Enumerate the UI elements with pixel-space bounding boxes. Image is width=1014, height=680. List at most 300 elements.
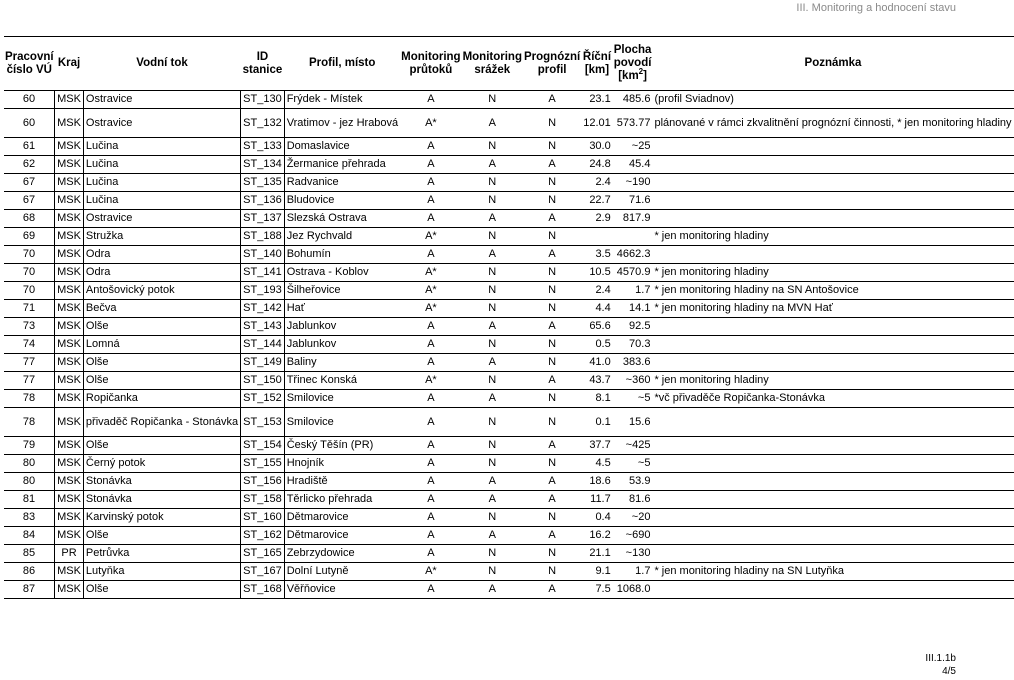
cell-cislo: 77	[4, 354, 55, 372]
cell-monitoring-prutoku: A	[400, 174, 461, 192]
table-row	[4, 563, 1014, 581]
cell-monitoring-srazek: N	[462, 336, 523, 354]
col-monitoring-prutoku: Monitoring průtoků	[400, 37, 461, 91]
cell-id-stanice: ST_153	[241, 408, 285, 437]
cell-cislo: 73	[4, 318, 55, 336]
cell-vodni-tok: Olše	[83, 318, 240, 336]
cell-plocha-povodi: ~190	[613, 174, 653, 192]
col-cislo: Pracovní číslo VÚ	[4, 37, 55, 91]
cell-plocha-povodi: 92.5	[613, 318, 653, 336]
cell-plocha-povodi: ~690	[613, 527, 653, 545]
cell-kraj: MSK	[55, 138, 84, 156]
cell-vodni-tok: Lučina	[83, 192, 240, 210]
cell-ricni-km: 4.5	[581, 455, 613, 473]
cell-prognozni-profil: N	[523, 563, 581, 581]
cell-plocha-povodi: 15.6	[613, 408, 653, 437]
cell-kraj: MSK	[55, 527, 84, 545]
cell-id-stanice: ST_136	[241, 192, 285, 210]
cell-plocha-povodi: ~360	[613, 372, 653, 390]
cell-vodni-tok: Ostravice	[83, 91, 240, 109]
cell-prognozni-profil: N	[523, 509, 581, 527]
cell-monitoring-prutoku: A	[400, 545, 461, 563]
cell-monitoring-srazek: A	[462, 527, 523, 545]
cell-ricni-km: 16.2	[581, 527, 613, 545]
cell-cislo: 86	[4, 563, 55, 581]
cell-id-stanice: ST_156	[241, 473, 285, 491]
table-row	[4, 455, 1014, 473]
cell-monitoring-prutoku: A*	[400, 264, 461, 282]
table-row	[4, 282, 1014, 300]
cell-cislo: 61	[4, 138, 55, 156]
cell-ricni-km: 21.1	[581, 545, 613, 563]
cell-prognozni-profil: N	[523, 109, 581, 138]
cell-monitoring-prutoku: A	[400, 192, 461, 210]
cell-vodni-tok: Olše	[83, 437, 240, 455]
cell-monitoring-prutoku: A	[400, 336, 461, 354]
cell-ricni-km: 9.1	[581, 563, 613, 581]
cell-monitoring-srazek: N	[462, 408, 523, 437]
cell-monitoring-srazek: N	[462, 372, 523, 390]
footer-section: III.1.1b	[925, 653, 956, 664]
cell-monitoring-srazek: N	[462, 228, 523, 246]
cell-prognozni-profil: N	[523, 354, 581, 372]
cell-ricni-km: 30.0	[581, 138, 613, 156]
cell-prognozni-profil: A	[523, 318, 581, 336]
cell-monitoring-srazek: A	[462, 318, 523, 336]
cell-id-stanice: ST_134	[241, 156, 285, 174]
cell-profil: Hať	[284, 300, 400, 318]
cell-monitoring-prutoku: A*	[400, 300, 461, 318]
monitoring-table	[4, 36, 1014, 599]
cell-kraj: MSK	[55, 563, 84, 581]
cell-monitoring-srazek: N	[462, 545, 523, 563]
cell-plocha-povodi: 383.6	[613, 354, 653, 372]
col-prognozni-profil: Prognózní profil	[523, 37, 581, 91]
footer-page-number: 4/5	[942, 666, 956, 677]
cell-id-stanice: ST_132	[241, 109, 285, 138]
cell-ricni-km: 4.4	[581, 300, 613, 318]
cell-monitoring-prutoku: A*	[400, 563, 461, 581]
cell-plocha-povodi: 45.4	[613, 156, 653, 174]
cell-ricni-km: 43.7	[581, 372, 613, 390]
cell-plocha-povodi: 1.7	[613, 282, 653, 300]
cell-vodni-tok: Ostravice	[83, 210, 240, 228]
cell-monitoring-srazek: A	[462, 354, 523, 372]
cell-poznamka: * jen monitoring hladiny na MVN Hať	[652, 300, 1013, 318]
cell-kraj: MSK	[55, 174, 84, 192]
cell-monitoring-srazek: N	[462, 174, 523, 192]
cell-prognozni-profil: N	[523, 228, 581, 246]
cell-cislo: 78	[4, 390, 55, 408]
cell-kraj: MSK	[55, 91, 84, 109]
cell-profil: Český Těšín (PR)	[284, 437, 400, 455]
cell-profil: Domaslavice	[284, 138, 400, 156]
table-row	[4, 138, 1014, 156]
cell-cislo: 70	[4, 264, 55, 282]
cell-poznamka	[652, 156, 1013, 174]
cell-monitoring-srazek: N	[462, 282, 523, 300]
cell-plocha-povodi: 71.6	[613, 192, 653, 210]
cell-profil: Dolní Lutyně	[284, 563, 400, 581]
cell-monitoring-prutoku: A*	[400, 282, 461, 300]
cell-id-stanice: ST_135	[241, 174, 285, 192]
table-row	[4, 491, 1014, 509]
cell-profil: Baliny	[284, 354, 400, 372]
cell-cislo: 78	[4, 408, 55, 437]
cell-poznamka	[652, 174, 1013, 192]
cell-vodni-tok: Petrůvka	[83, 545, 240, 563]
cell-id-stanice: ST_142	[241, 300, 285, 318]
cell-ricni-km: 12.01	[581, 109, 613, 138]
cell-id-stanice: ST_143	[241, 318, 285, 336]
cell-kraj: MSK	[55, 318, 84, 336]
cell-monitoring-prutoku: A	[400, 408, 461, 437]
cell-monitoring-prutoku: A	[400, 246, 461, 264]
cell-poznamka	[652, 246, 1013, 264]
cell-vodni-tok: Lučina	[83, 156, 240, 174]
cell-vodni-tok: Olše	[83, 527, 240, 545]
cell-kraj: MSK	[55, 437, 84, 455]
cell-monitoring-srazek: N	[462, 300, 523, 318]
cell-ricni-km: 37.7	[581, 437, 613, 455]
table-row	[4, 527, 1014, 545]
cell-cislo: 67	[4, 174, 55, 192]
cell-profil: Dětmarovice	[284, 527, 400, 545]
cell-kraj: MSK	[55, 264, 84, 282]
cell-id-stanice: ST_155	[241, 455, 285, 473]
table-row	[4, 354, 1014, 372]
cell-prognozni-profil: N	[523, 455, 581, 473]
cell-kraj: MSK	[55, 581, 84, 599]
cell-monitoring-prutoku: A*	[400, 109, 461, 138]
cell-prognozni-profil: N	[523, 138, 581, 156]
cell-id-stanice: ST_144	[241, 336, 285, 354]
cell-ricni-km: 24.8	[581, 156, 613, 174]
cell-prognozni-profil: N	[523, 192, 581, 210]
cell-profil: Jablunkov	[284, 336, 400, 354]
cell-prognozni-profil: N	[523, 336, 581, 354]
cell-ricni-km: 2.4	[581, 282, 613, 300]
cell-kraj: MSK	[55, 246, 84, 264]
cell-cislo: 85	[4, 545, 55, 563]
cell-cislo: 83	[4, 509, 55, 527]
table-row	[4, 210, 1014, 228]
cell-kraj: MSK	[55, 390, 84, 408]
cell-monitoring-srazek: A	[462, 210, 523, 228]
cell-monitoring-srazek: A	[462, 109, 523, 138]
cell-plocha-povodi: ~25	[613, 138, 653, 156]
cell-prognozni-profil: A	[523, 491, 581, 509]
col-plocha-povodi: Plocha povodí $[km^2]$	[613, 37, 653, 91]
cell-poznamka	[652, 491, 1013, 509]
cell-poznamka	[652, 192, 1013, 210]
cell-plocha-povodi: 1.7	[613, 563, 653, 581]
cell-cislo: 71	[4, 300, 55, 318]
cell-monitoring-srazek: A	[462, 473, 523, 491]
table-row	[4, 264, 1014, 282]
cell-prognozni-profil: A	[523, 473, 581, 491]
cell-monitoring-prutoku: A	[400, 91, 461, 109]
cell-poznamka	[652, 581, 1013, 599]
cell-prognozni-profil: A	[523, 210, 581, 228]
cell-monitoring-srazek: N	[462, 192, 523, 210]
col-ricni-km: Říční [km]	[581, 37, 613, 91]
cell-monitoring-prutoku: A	[400, 156, 461, 174]
cell-id-stanice: ST_140	[241, 246, 285, 264]
cell-prognozni-profil: A	[523, 156, 581, 174]
table-row	[4, 192, 1014, 210]
cell-plocha-povodi: 817.9	[613, 210, 653, 228]
cell-vodni-tok: Lomná	[83, 336, 240, 354]
cell-monitoring-srazek: N	[462, 264, 523, 282]
cell-monitoring-prutoku: A	[400, 318, 461, 336]
table-row	[4, 581, 1014, 599]
cell-vodni-tok: Olše	[83, 354, 240, 372]
cell-plocha-povodi: ~130	[613, 545, 653, 563]
table-row	[4, 156, 1014, 174]
cell-cislo: 77	[4, 372, 55, 390]
cell-vodni-tok: Stružka	[83, 228, 240, 246]
table-body	[4, 91, 1014, 599]
cell-ricni-km: 2.9	[581, 210, 613, 228]
cell-plocha-povodi: 485.6	[613, 91, 653, 109]
cell-monitoring-prutoku: A	[400, 455, 461, 473]
cell-cislo: 84	[4, 527, 55, 545]
cell-id-stanice: ST_130	[241, 91, 285, 109]
cell-kraj: MSK	[55, 300, 84, 318]
cell-id-stanice: ST_158	[241, 491, 285, 509]
cell-ricni-km: 22.7	[581, 192, 613, 210]
cell-vodni-tok: přivaděč Ropičanka - Stonávka	[83, 408, 240, 437]
cell-monitoring-srazek: N	[462, 91, 523, 109]
cell-kraj: MSK	[55, 408, 84, 437]
cell-profil: Dětmarovice	[284, 509, 400, 527]
cell-ricni-km: 0.4	[581, 509, 613, 527]
cell-cislo: 70	[4, 246, 55, 264]
cell-monitoring-prutoku: A	[400, 509, 461, 527]
cell-poznamka: *vč přivaděče Ropičanka-Stonávka	[652, 390, 1013, 408]
cell-cislo: 69	[4, 228, 55, 246]
cell-plocha-povodi: 573.77	[613, 109, 653, 138]
cell-poznamka	[652, 545, 1013, 563]
table-row	[4, 390, 1014, 408]
cell-profil: Smilovice	[284, 408, 400, 437]
cell-ricni-km: 10.5	[581, 264, 613, 282]
cell-profil: Jez Rychvald	[284, 228, 400, 246]
cell-poznamka: * jen monitoring hladiny na SN Lutyňka	[652, 563, 1013, 581]
cell-prognozni-profil: A	[523, 437, 581, 455]
cell-vodni-tok: Stonávka	[83, 491, 240, 509]
page-footer	[925, 652, 956, 678]
cell-cislo: 74	[4, 336, 55, 354]
cell-id-stanice: ST_149	[241, 354, 285, 372]
cell-kraj: MSK	[55, 455, 84, 473]
cell-prognozni-profil: A	[523, 91, 581, 109]
cell-poznamka: plánované v rámci zkvalitnění prognózní činnosti, * jen monitoring hladiny	[652, 109, 1013, 138]
cell-poznamka	[652, 527, 1013, 545]
cell-kraj: MSK	[55, 228, 84, 246]
cell-ricni-km: 8.1	[581, 390, 613, 408]
cell-monitoring-prutoku: A	[400, 437, 461, 455]
cell-monitoring-srazek: A	[462, 246, 523, 264]
cell-vodni-tok: Odra	[83, 246, 240, 264]
cell-prognozni-profil: N	[523, 282, 581, 300]
cell-vodni-tok: Ropičanka	[83, 390, 240, 408]
cell-profil: Vratimov - jez Hrabová	[284, 109, 400, 138]
table-row	[4, 300, 1014, 318]
cell-vodni-tok: Lučina	[83, 174, 240, 192]
cell-profil: Jablunkov	[284, 318, 400, 336]
cell-ricni-km: 0.1	[581, 408, 613, 437]
cell-profil: Smilovice	[284, 390, 400, 408]
cell-profil: Třinec Konská	[284, 372, 400, 390]
cell-profil: Bohumín	[284, 246, 400, 264]
cell-prognozni-profil: N	[523, 300, 581, 318]
cell-profil: Ostrava - Koblov	[284, 264, 400, 282]
cell-ricni-km: 3.5	[581, 246, 613, 264]
cell-monitoring-srazek: N	[462, 563, 523, 581]
page-header: III. Monitoring a hodnocení stavu	[796, 2, 956, 14]
table-row	[4, 109, 1014, 138]
cell-prognozni-profil: N	[523, 174, 581, 192]
cell-monitoring-srazek: A	[462, 491, 523, 509]
cell-cislo: 60	[4, 109, 55, 138]
cell-vodni-tok: Olše	[83, 372, 240, 390]
cell-id-stanice: ST_137	[241, 210, 285, 228]
table-row	[4, 246, 1014, 264]
cell-id-stanice: ST_193	[241, 282, 285, 300]
cell-monitoring-srazek: N	[462, 138, 523, 156]
table-row	[4, 91, 1014, 109]
cell-poznamka	[652, 354, 1013, 372]
table-row	[4, 473, 1014, 491]
cell-kraj: MSK	[55, 282, 84, 300]
cell-vodni-tok: Ostravice	[83, 109, 240, 138]
cell-kraj: MSK	[55, 192, 84, 210]
cell-monitoring-prutoku: A	[400, 390, 461, 408]
cell-ricni-km: 18.6	[581, 473, 613, 491]
cell-vodni-tok: Stonávka	[83, 473, 240, 491]
cell-cislo: 80	[4, 455, 55, 473]
cell-profil: Těrlicko přehrada	[284, 491, 400, 509]
cell-poznamka	[652, 455, 1013, 473]
table-row	[4, 545, 1014, 563]
cell-poznamka	[652, 336, 1013, 354]
table-row	[4, 372, 1014, 390]
cell-prognozni-profil: A	[523, 372, 581, 390]
cell-id-stanice: ST_152	[241, 390, 285, 408]
cell-plocha-povodi: ~20	[613, 509, 653, 527]
cell-vodni-tok: Antošovický potok	[83, 282, 240, 300]
cell-kraj: MSK	[55, 473, 84, 491]
cell-vodni-tok: Odra	[83, 264, 240, 282]
cell-monitoring-prutoku: A*	[400, 372, 461, 390]
cell-profil: Bludovice	[284, 192, 400, 210]
cell-prognozni-profil: N	[523, 390, 581, 408]
cell-profil: Zebrzydowice	[284, 545, 400, 563]
cell-kraj: MSK	[55, 372, 84, 390]
cell-id-stanice: ST_141	[241, 264, 285, 282]
cell-kraj: MSK	[55, 156, 84, 174]
cell-monitoring-srazek: A	[462, 390, 523, 408]
col-monitoring-srazek: Monitoring srážek	[462, 37, 523, 91]
cell-id-stanice: ST_162	[241, 527, 285, 545]
cell-cislo: 62	[4, 156, 55, 174]
col-vodni-tok: Vodní tok	[83, 37, 240, 91]
cell-vodni-tok: Olše	[83, 581, 240, 599]
cell-prognozni-profil: N	[523, 545, 581, 563]
cell-id-stanice: ST_133	[241, 138, 285, 156]
cell-profil: Žermanice přehrada	[284, 156, 400, 174]
cell-vodni-tok: Černý potok	[83, 455, 240, 473]
cell-id-stanice: ST_167	[241, 563, 285, 581]
cell-monitoring-prutoku: A	[400, 527, 461, 545]
cell-monitoring-srazek: A	[462, 156, 523, 174]
cell-ricni-km: 7.5	[581, 581, 613, 599]
table-row	[4, 336, 1014, 354]
cell-monitoring-srazek: N	[462, 437, 523, 455]
cell-cislo: 67	[4, 192, 55, 210]
cell-cislo: 79	[4, 437, 55, 455]
table-row	[4, 174, 1014, 192]
cell-kraj: PR	[55, 545, 84, 563]
cell-vodni-tok: Bečva	[83, 300, 240, 318]
cell-cislo: 60	[4, 91, 55, 109]
cell-profil: Hnojník	[284, 455, 400, 473]
col-kraj: Kraj	[55, 37, 84, 91]
cell-poznamka: (profil Sviadnov)	[652, 91, 1013, 109]
cell-monitoring-srazek: N	[462, 455, 523, 473]
cell-id-stanice: ST_165	[241, 545, 285, 563]
cell-profil: Slezská Ostrava	[284, 210, 400, 228]
cell-poznamka	[652, 509, 1013, 527]
cell-poznamka	[652, 437, 1013, 455]
cell-poznamka: * jen monitoring hladiny na SN Antošovice	[652, 282, 1013, 300]
cell-plocha-povodi: 53.9	[613, 473, 653, 491]
cell-id-stanice: ST_154	[241, 437, 285, 455]
cell-prognozni-profil: A	[523, 581, 581, 599]
cell-ricni-km: 41.0	[581, 354, 613, 372]
table-row	[4, 509, 1014, 527]
cell-kraj: MSK	[55, 109, 84, 138]
cell-monitoring-srazek: N	[462, 509, 523, 527]
col-id-stanice: ID stanice	[241, 37, 285, 91]
cell-poznamka: * jen monitoring hladiny	[652, 264, 1013, 282]
table-row	[4, 228, 1014, 246]
cell-plocha-povodi: 81.6	[613, 491, 653, 509]
cell-ricni-km: 2.4	[581, 174, 613, 192]
cell-ricni-km: 65.6	[581, 318, 613, 336]
cell-monitoring-prutoku: A	[400, 473, 461, 491]
cell-profil: Radvanice	[284, 174, 400, 192]
cell-id-stanice: ST_168	[241, 581, 285, 599]
col-poznamka: Poznámka	[652, 37, 1013, 91]
cell-id-stanice: ST_160	[241, 509, 285, 527]
cell-poznamka	[652, 473, 1013, 491]
cell-poznamka	[652, 138, 1013, 156]
cell-cislo: 68	[4, 210, 55, 228]
cell-plocha-povodi: ~5	[613, 390, 653, 408]
cell-cislo: 87	[4, 581, 55, 599]
cell-plocha-povodi	[613, 228, 653, 246]
cell-plocha-povodi: 1068.0	[613, 581, 653, 599]
cell-poznamka: * jen monitoring hladiny	[652, 228, 1013, 246]
cell-vodni-tok: Lučina	[83, 138, 240, 156]
cell-ricni-km: 0.5	[581, 336, 613, 354]
table-header	[4, 37, 1014, 91]
table-row	[4, 408, 1014, 437]
cell-cislo: 81	[4, 491, 55, 509]
